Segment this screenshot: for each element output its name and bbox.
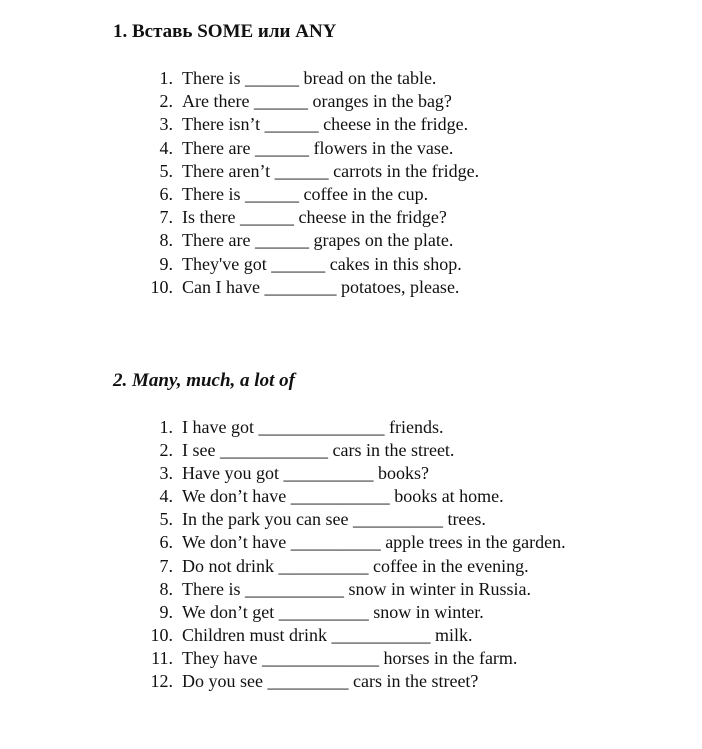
sentence-start: There are [182, 230, 251, 251]
sentence-end: oranges in the bag? [312, 91, 452, 112]
section-1-title: 1. Вставь SOME или ANY [113, 21, 337, 42]
fill-in-blank: ___________ [244, 578, 344, 599]
sentence-end: cheese in the fridge? [298, 207, 447, 228]
exercise-item [113, 114, 673, 137]
fill-in-blank: __________ [290, 532, 381, 553]
exercise-item [113, 417, 673, 440]
exercise-item [113, 161, 673, 184]
exercise-item [113, 532, 673, 555]
fill-in-blank: ____________ [219, 440, 328, 461]
sentence-end: friends. [388, 417, 444, 437]
item-number: 5. [159, 509, 173, 530]
fill-in-blank: __________ [352, 509, 443, 530]
fill-in-blank: ______ [271, 253, 326, 274]
exercise-item [113, 509, 673, 532]
item-number: 1. [159, 68, 173, 88]
exercise-item [113, 230, 673, 253]
fill-in-blank: ______ [244, 183, 299, 204]
sentence-end: trees. [447, 509, 486, 530]
exercise-item [113, 602, 673, 625]
sentence-start: We don’t have [182, 486, 287, 507]
section-1-exercise-list [113, 68, 673, 300]
sentence-start: Children must drink [182, 624, 327, 645]
sentence-start: There is [182, 183, 241, 204]
sentence-end: potatoes, please. [340, 276, 460, 297]
sentence-end: snow in winter. [373, 601, 484, 622]
item-number: 3. [159, 114, 173, 135]
sentence-start: We don’t get [182, 601, 275, 622]
sentence-start: They've got [182, 253, 267, 274]
exercise-item [113, 648, 673, 671]
fill-in-blank: __________ [278, 601, 369, 622]
fill-in-blank: __________ [283, 463, 374, 484]
exercise-item [113, 486, 673, 509]
sentence-start: Can I have [182, 276, 260, 297]
exercise-item [113, 207, 673, 230]
sentence-end: horses in the farm. [383, 647, 518, 668]
section-2-title: 2. Many, much, a lot of [113, 370, 295, 391]
item-number: 6. [159, 183, 173, 204]
item-number: 7. [159, 207, 173, 228]
fill-in-blank: ___________ [331, 624, 431, 645]
fill-in-blank: __________ [278, 555, 369, 576]
sentence-end: cars in the street? [352, 671, 479, 692]
item-number: 9. [159, 253, 173, 274]
sentence-end: cakes in this shop. [329, 253, 462, 274]
sentence-end: milk. [435, 624, 473, 645]
sentence-start: Is there [182, 207, 236, 228]
sentence-end: carrots in the fridge. [333, 160, 480, 181]
sentence-end: grapes on the plate. [313, 230, 454, 251]
exercise-item [113, 254, 673, 277]
item-number: 5. [159, 160, 173, 181]
exercise-item [113, 68, 673, 91]
exercise-item [113, 463, 673, 486]
exercise-item [113, 671, 673, 694]
item-number: 7. [159, 555, 173, 576]
sentence-start: There are [182, 137, 251, 158]
item-number: 1. [159, 417, 173, 437]
fill-in-blank: ________ [264, 276, 337, 297]
item-number: 10. [150, 624, 173, 645]
sentence-start: Are there [182, 91, 250, 112]
item-number: 3. [159, 463, 173, 484]
item-number: 9. [159, 601, 173, 622]
exercise-item [113, 579, 673, 602]
fill-in-blank: ______ [254, 230, 309, 251]
sentence-end: cheese in the fridge. [323, 114, 469, 135]
sentence-end: bread on the table. [303, 68, 437, 88]
item-number: 12. [150, 671, 173, 692]
sentence-end: apple trees in the garden. [385, 532, 566, 553]
exercise-item [113, 625, 673, 648]
fill-in-blank: ______ [244, 68, 299, 88]
exercise-item [113, 440, 673, 463]
fill-in-blank: ______ [253, 91, 308, 112]
sentence-start: There aren’t [182, 160, 271, 181]
sentence-start: There isn’t [182, 114, 261, 135]
fill-in-blank: ______ [274, 160, 329, 181]
exercise-item [113, 556, 673, 579]
sentence-start: I see [182, 440, 216, 461]
sentence-start: They have [182, 647, 258, 668]
fill-in-blank: ______ [239, 207, 294, 228]
exercise-item [113, 277, 673, 300]
sentence-start: Do you see [182, 671, 263, 692]
item-number: 11. [151, 647, 173, 668]
fill-in-blank: _____________ [261, 647, 379, 668]
item-number: 8. [159, 578, 173, 599]
item-number: 6. [159, 532, 173, 553]
item-number: 8. [159, 230, 173, 251]
sentence-end: cars in the street. [332, 440, 455, 461]
section-2-exercise-list [113, 417, 673, 694]
exercise-item [113, 138, 673, 161]
item-number: 2. [159, 440, 173, 461]
fill-in-blank: _________ [267, 671, 349, 692]
exercise-item [113, 184, 673, 207]
sentence-start: There is [182, 578, 241, 599]
item-number: 10. [150, 276, 173, 297]
sentence-end: snow in winter in Russia. [348, 578, 531, 599]
item-number: 4. [159, 486, 173, 507]
sentence-start: Have you got [182, 463, 279, 484]
fill-in-blank: ______ [264, 114, 319, 135]
sentence-end: flowers in the vase. [313, 137, 454, 158]
fill-in-blank: ______ [254, 137, 309, 158]
fill-in-blank: ______________ [258, 417, 385, 437]
sentence-start: In the park you can see [182, 509, 349, 530]
sentence-start: We don’t have [182, 532, 287, 553]
item-number: 2. [159, 91, 173, 112]
sentence-end: books? [377, 463, 429, 484]
sentence-start: There is [182, 68, 241, 88]
sentence-end: coffee in the evening. [373, 555, 529, 576]
fill-in-blank: ___________ [290, 486, 390, 507]
sentence-end: coffee in the cup. [303, 183, 429, 204]
item-number: 4. [159, 137, 173, 158]
sentence-start: I have got [182, 417, 254, 437]
exercise-item [113, 91, 673, 114]
sentence-end: books at home. [394, 486, 504, 507]
sentence-start: Do not drink [182, 555, 274, 576]
